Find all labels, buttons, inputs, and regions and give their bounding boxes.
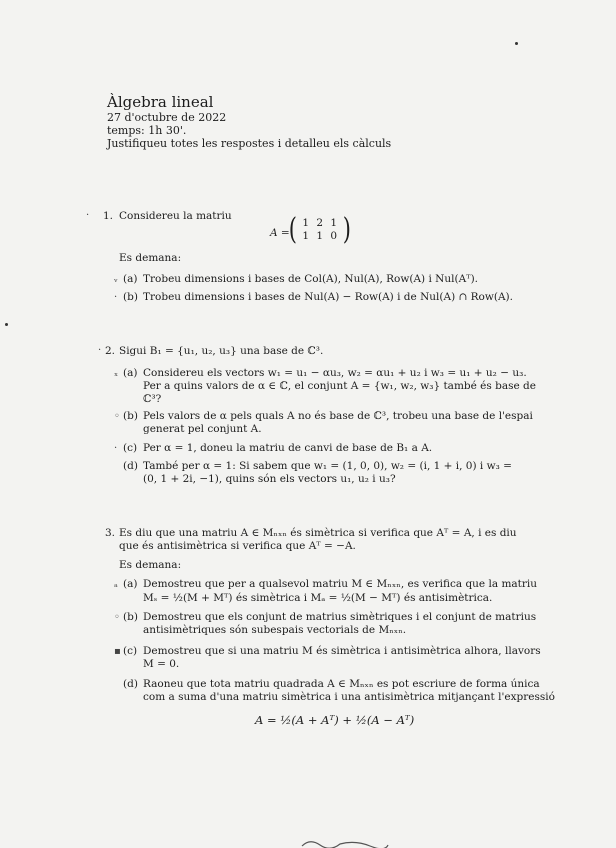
- q3-b-label: (b): [123, 611, 138, 623]
- q3-formula: A = ½(A + Aᵀ) + ½(A − Aᵀ): [255, 713, 415, 727]
- q3-line1: Es diu que una matriu A ∈ Mₙₓₙ és simètrica si verifica que Aᵀ = A, i es diu: [119, 527, 517, 539]
- q1-intro: Considereu la matriu: [119, 210, 232, 222]
- q2-a-label: (a): [123, 367, 138, 379]
- q2-a-line3: ℂ³?: [143, 393, 162, 405]
- matrix-cell: 1: [316, 230, 324, 242]
- q3-a-label: (a): [123, 578, 138, 590]
- exam-date: 27 d'octubre de 2022: [107, 111, 227, 124]
- q2-d-line2: (0, 1 + 2i, −1), quins són els vectors u₁, u₂ i u₃?: [143, 473, 396, 485]
- matrix-cell: 1: [330, 217, 338, 229]
- matrix-cell: 0: [330, 230, 338, 242]
- q3-line2: que és antisimètrica si verifica que Aᵀ = −A.: [119, 540, 356, 552]
- q1-a-text: Trobeu dimensions i bases de Col(A), Nul(A), Row(A) i Nul(Aᵀ).: [143, 273, 479, 285]
- hand-mark: ᵥ: [114, 274, 118, 285]
- q1-b-text: Trobeu dimensions i bases de Nul(A) − Row(A) i de Nul(A) ∩ Row(A).: [143, 291, 513, 303]
- q3-a-line1: Demostreu que per a qualsevol matriu M ∈ Mₙₓₙ, es verifica que la matriu: [143, 578, 538, 590]
- q1-a-label: (a): [123, 273, 138, 285]
- matrix-cell: 2: [316, 217, 324, 229]
- exam-duration: temps: 1h 30'.: [107, 124, 187, 137]
- q1-b-label: (b): [123, 291, 138, 303]
- scan-speck: [515, 42, 518, 45]
- hand-mark: ·: [114, 292, 118, 303]
- q1-demand: Es demana:: [119, 252, 182, 264]
- q3-d-line2: com a suma d'una matriu simètrica i una antisimètrica mitjançant l'expressió: [143, 691, 555, 703]
- q2-c-label: (c): [123, 442, 138, 454]
- q3-c-line2: M = 0.: [143, 658, 180, 670]
- q3-b-line2: antisimètriques són subespais vectorials de Mₙₓₙ.: [143, 624, 407, 636]
- q3-b-line1: Demostreu que els conjunt de matrius simètriques i el conjunt de matrius: [143, 611, 537, 623]
- q3-demand: Es demana:: [119, 559, 182, 571]
- q2-c-text: Per α = 1, doneu la matriu de canvi de base de B₁ a A.: [143, 442, 433, 454]
- matrix-entries: [299, 217, 341, 243]
- q3-d-label: (d): [123, 678, 138, 690]
- q2-a-line1: Considereu els vectors w₁ = u₁ − αu₃, w₂ = αu₁ + u₂ i w₃ = u₁ + u₂ − u₃.: [143, 367, 527, 379]
- q3-c-line1: Demostreu que si una matriu M és simètrica i antisimètrica alhora, llavors: [143, 645, 541, 657]
- q2-a-line2: Per a quins valors de α ∈ ℂ, el conjunt A = {w₁, w₂, w₃} també és base de: [143, 380, 536, 392]
- q2-b-label: (b): [123, 410, 138, 422]
- hand-mark: ·: [86, 210, 90, 221]
- q2-number: 2.: [105, 345, 116, 357]
- matrix-left-bracket: (: [288, 212, 297, 247]
- hand-mark: ₓ: [114, 368, 119, 379]
- matrix-right-bracket: ): [342, 212, 351, 247]
- q2-d-line1: També per α = 1: Si sabem que w₁ = (1, 0, 0), w₂ = (i, 1 + i, 0) i w₃ =: [143, 460, 512, 472]
- q2-intro: Sigui B₁ = {u₁, u₂, u₃} una base de ℂ³.: [119, 345, 324, 357]
- q1-matrix: [287, 212, 352, 247]
- hand-mark: ◦: [114, 411, 120, 422]
- exam-instructions: Justifiqueu totes les respostes i detalleu els càlculs: [107, 137, 392, 150]
- hand-mark: ₐ: [114, 579, 118, 590]
- q3-d-line1: Raoneu que tota matriu quadrada A ∈ Mₙₓₙ es pot escriure de forma única: [143, 678, 540, 690]
- page-title: Àlgebra lineal: [107, 93, 214, 111]
- hand-mark: ·: [114, 443, 118, 454]
- q2-b-line1: Pels valors de α pels quals A no és base de ℂ³, trobeu una base de l'espai: [143, 410, 533, 422]
- q1-number: 1.: [103, 210, 114, 222]
- matrix-cell: 1: [302, 230, 310, 242]
- q3-c-label: (c): [123, 645, 138, 657]
- scan-speck: [5, 323, 8, 326]
- q2-b-line2: generat pel conjunt A.: [143, 423, 262, 435]
- scan-artifact: [300, 836, 390, 848]
- hand-mark: ◦: [114, 612, 120, 623]
- hand-mark: ·: [98, 345, 102, 356]
- matrix-cell: 1: [302, 217, 310, 229]
- q2-d-label: (d): [123, 460, 138, 472]
- hand-mark: ▪: [114, 646, 121, 657]
- q1-matrix-label: A =: [270, 227, 290, 239]
- q3-number: 3.: [105, 527, 116, 539]
- q3-a-line2: Mₛ = ½(M + Mᵀ) és simètrica i Mₐ = ½(M − Mᵀ) és antisimètrica.: [143, 592, 493, 604]
